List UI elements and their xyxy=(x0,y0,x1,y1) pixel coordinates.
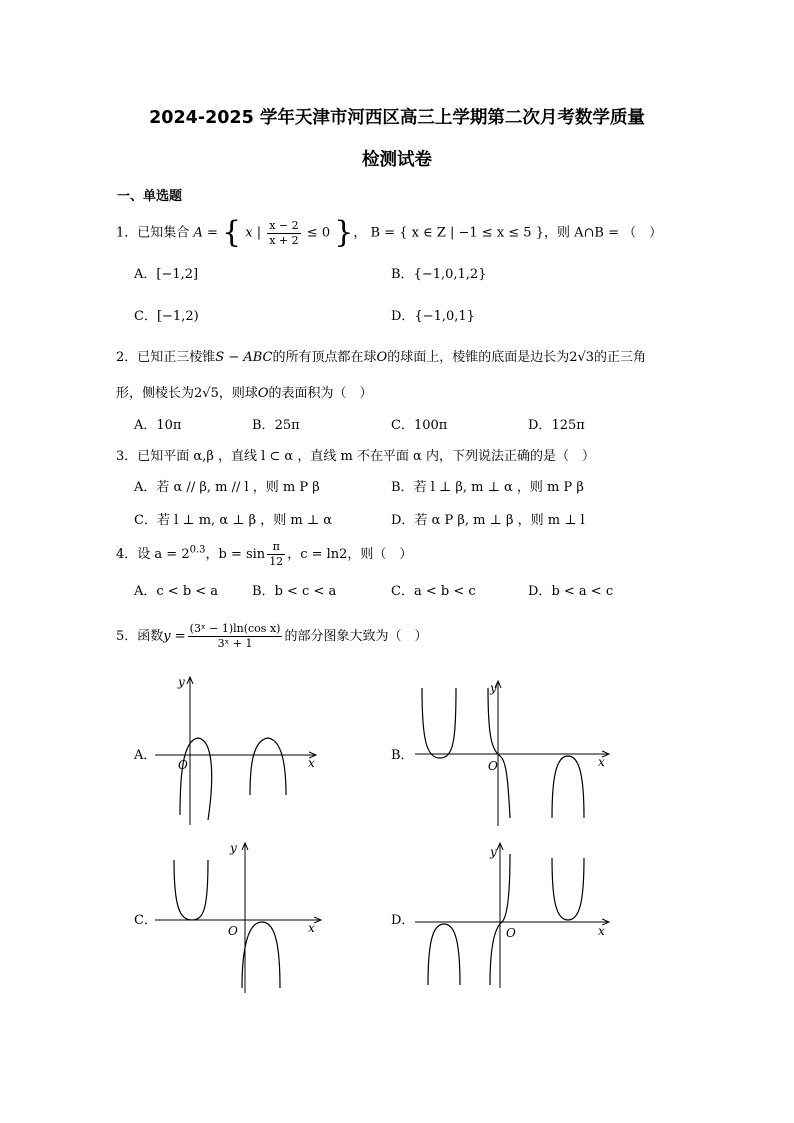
q2-option-b[interactable] xyxy=(252,414,300,433)
origin-label: O xyxy=(488,759,498,773)
option-label: D． xyxy=(528,584,552,599)
curve xyxy=(488,688,510,818)
graph-a xyxy=(150,670,330,830)
option-label: C． xyxy=(134,513,157,528)
q2-option-c[interactable] xyxy=(391,414,447,433)
option-label: B． xyxy=(391,480,414,495)
option-label: A． xyxy=(134,584,157,599)
option-label: D． xyxy=(391,309,415,324)
question-number: 4． xyxy=(116,547,138,562)
question-1: 1．已知集合 A = { x | $\frac{x - 2}{x + 2}$ ≤ 0 }， B = { x ∈ Z | −1 ≤ x ≤ 5 }，则 A∩B = （ ） xyxy=(116,215,663,250)
question-number: 2． xyxy=(116,350,138,365)
x-label: x xyxy=(598,924,605,938)
graph-d xyxy=(410,840,610,990)
option-text: b < c < a xyxy=(274,584,337,599)
sphere-symbol: O xyxy=(376,350,388,365)
question-number: 1． xyxy=(116,225,138,241)
option-text: {−1,0,1,2} xyxy=(413,267,487,282)
curve xyxy=(250,738,286,795)
option-text: 若 l ⊥ m, α ⊥ β ，则 m ⊥ α xyxy=(156,513,332,528)
graph-b xyxy=(410,678,610,828)
q5-option-b-label[interactable]: B． xyxy=(391,748,414,763)
fraction-numerator: (3ˣ − 1)ln(cos x) xyxy=(189,622,281,635)
question-3 xyxy=(116,445,595,464)
option-text: [−1,2] xyxy=(156,267,199,282)
origin-label: O xyxy=(178,758,188,772)
q1-option-a[interactable] xyxy=(134,263,198,282)
fraction-numerator: π xyxy=(267,540,285,555)
stem-text: 设 a = 2 xyxy=(137,547,190,562)
set-a-symbol: A xyxy=(193,225,203,241)
exponent: 0.3 xyxy=(189,544,206,556)
function-fraction xyxy=(188,622,283,651)
base-edge-value: 2√3 xyxy=(569,350,595,365)
exam-title-line1: 2024-2025 学年天津市河西区高三上学期第二次月考数学质量 xyxy=(149,108,645,128)
set-a-var: x xyxy=(245,225,253,241)
fraction-denominator: 12 xyxy=(269,555,284,568)
stem-text: 已知正三棱锥 xyxy=(137,350,216,365)
stem-text: 形，侧棱长为 xyxy=(116,386,195,401)
question-5 xyxy=(116,622,427,651)
question-number: 3． xyxy=(116,449,138,464)
fraction-numerator: x − 2 xyxy=(269,218,299,232)
q5-option-d-label[interactable]: D． xyxy=(391,913,415,928)
lateral-edge-value: 2√5 xyxy=(194,386,219,401)
option-text: 10π xyxy=(156,418,182,433)
stem-text: ，则球 xyxy=(218,386,258,401)
x-label: x xyxy=(308,921,315,935)
q4-option-b[interactable] xyxy=(252,580,336,599)
q4-option-d[interactable] xyxy=(528,580,613,599)
q5-option-c-label[interactable]: C． xyxy=(134,913,157,928)
option-text: b < a < c xyxy=(551,584,614,599)
stem-text: 的表面积为（ ） xyxy=(268,386,373,401)
fraction-denominator: x + 2 xyxy=(269,233,299,247)
option-label: C． xyxy=(134,309,157,324)
y-label: y xyxy=(490,845,497,859)
origin-label: O xyxy=(228,924,238,938)
graph-c xyxy=(150,838,330,998)
option-label: D． xyxy=(528,418,552,433)
option-text: 125π xyxy=(551,418,585,433)
curve xyxy=(552,858,584,920)
q1-option-c[interactable] xyxy=(134,305,199,324)
question-2-line2 xyxy=(116,382,373,401)
stem-text: 的正三角 xyxy=(594,350,647,365)
option-text: {−1,0,1} xyxy=(414,309,475,324)
curve xyxy=(174,860,208,920)
question-stem: 已知集合 xyxy=(137,225,190,241)
option-label: D． xyxy=(391,513,415,528)
stem-text: 函数 xyxy=(137,629,164,644)
question-number: 5． xyxy=(116,629,138,644)
q5-option-a-label[interactable]: A． xyxy=(134,748,157,763)
exam-title-line2: 检测试卷 xyxy=(362,150,432,170)
option-label: B． xyxy=(252,418,275,433)
option-label: A． xyxy=(134,267,157,282)
option-text: 若 l ⊥ β, m ⊥ α ，则 m P β xyxy=(413,480,584,495)
section-heading: 一、单选题 xyxy=(117,189,183,204)
q1-option-b[interactable] xyxy=(391,263,486,282)
option-label: A． xyxy=(134,480,157,495)
option-text: c < b < a xyxy=(156,584,219,599)
y-label: y xyxy=(178,675,185,689)
question-stem: 已知平面 α,β ，直线 l ⊂ α ，直线 m 不在平面 α 内，下列说法正确的是（ ） xyxy=(137,449,595,464)
q3-option-d[interactable] xyxy=(391,509,585,528)
q2-option-d[interactable] xyxy=(528,414,585,433)
q1-option-d[interactable] xyxy=(391,305,475,324)
set-a-fraction xyxy=(267,219,300,248)
x-label: x xyxy=(598,755,605,769)
fraction-denominator: 3ˣ + 1 xyxy=(217,637,253,650)
curve xyxy=(552,756,584,818)
x-label: x xyxy=(308,756,315,770)
set-b: B = { x ∈ Z | −1 ≤ x ≤ 5 } xyxy=(370,225,544,241)
function-lhs: y = xyxy=(163,629,186,644)
brace-open: { xyxy=(222,215,242,250)
set-a-relation: ≤ 0 xyxy=(306,225,331,241)
option-label: A． xyxy=(134,418,157,433)
option-label: C． xyxy=(391,418,414,433)
option-text: 25π xyxy=(274,418,300,433)
y-label: y xyxy=(490,681,497,695)
origin-label: O xyxy=(506,926,516,940)
question-4 xyxy=(116,540,412,569)
stem-text: ，c = ln2，则（ ） xyxy=(287,547,413,562)
option-label: B． xyxy=(252,584,275,599)
q2-option-a[interactable] xyxy=(134,414,181,433)
q3-option-a[interactable] xyxy=(134,476,320,495)
question-2-line1 xyxy=(116,346,646,365)
question-tail: ，则 A∩B = （ ） xyxy=(543,225,663,241)
stem-text: 的球面上，棱锥的底面是边长为 xyxy=(387,350,570,365)
option-text: 若 α P β, m ⊥ β ，则 m ⊥ l xyxy=(414,513,585,528)
q3-option-b[interactable] xyxy=(391,476,584,495)
comma: ， xyxy=(353,225,367,241)
option-text: a < b < c xyxy=(413,584,476,599)
curve xyxy=(422,688,456,758)
y-label: y xyxy=(230,841,237,855)
curve xyxy=(180,738,212,820)
option-label: B． xyxy=(391,267,414,282)
stem-text: 的部分图象大致为（ ） xyxy=(284,629,428,644)
brace-close: } xyxy=(334,215,354,250)
stem-text: ，b = sin xyxy=(205,547,266,562)
option-text: 100π xyxy=(413,418,448,433)
q3-option-c[interactable] xyxy=(134,509,332,528)
q4-option-c[interactable] xyxy=(391,580,476,599)
option-text: 若 α // β, m // l ，则 m P β xyxy=(156,480,320,495)
option-text: [−1,2) xyxy=(156,309,199,324)
pi-fraction xyxy=(267,540,285,569)
curve xyxy=(242,922,280,988)
curve xyxy=(428,924,460,985)
sphere-symbol: O xyxy=(257,386,269,401)
q4-option-a[interactable] xyxy=(134,580,218,599)
stem-text: 的所有顶点都在球 xyxy=(272,350,377,365)
option-label: C． xyxy=(391,584,414,599)
pyramid-symbol: S − ABC xyxy=(215,350,273,365)
